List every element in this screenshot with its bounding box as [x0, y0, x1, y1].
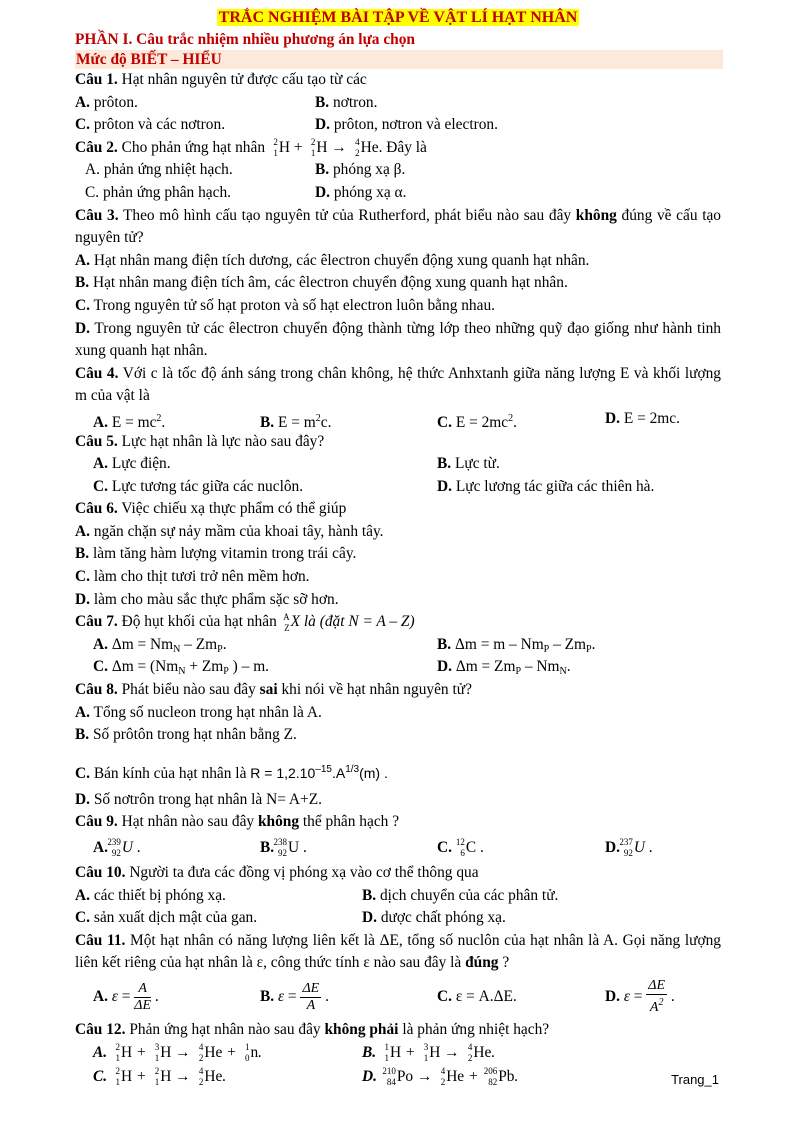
question-3: Câu 3. Theo mô hình cấu tạo nguyên tử của Rutherford, phát biểu nào sau đây không đúng về cấu tạo nguyên tử?	[75, 206, 722, 247]
q6-option-c: C. làm cho thịt tươi trở nên mềm hơn.	[75, 568, 310, 586]
q9-options: A. 239 92 U . B. 238 92 U . C. 12 6 C . D. 237 92 U .	[93, 837, 653, 859]
q6-option-d: D. làm cho màu sắc thực phẩm sặc sỡ hơn.	[75, 590, 339, 608]
q8-option-b: B. Số prôtôn trong hạt nhân bằng Z.	[75, 726, 297, 744]
page-number: Trang_1	[671, 1072, 719, 1087]
question-9: Câu 9. Hạt nhân nào sau đây không thể phân hạch ?	[75, 813, 400, 831]
q10-options-row1: A. các thiết bị phóng xạ. B. dịch chuyển của các phân tử.	[75, 886, 559, 904]
q11-options: A. ε = $\frac{A}{\Delta E}$ . B. ε = $\frac{\Delta E}{A}$ . C. ε = A.ΔE. D. ε = $\frac{\Delta E}{A^2}$ .	[93, 978, 675, 1016]
q2-options-row2: C. phản ứng phân hạch. D. phóng xạ α.	[85, 183, 407, 201]
level-heading: Mức độ BIẾT – HIỂU	[75, 50, 723, 69]
document-page	[75, 8, 721, 1090]
q2-options-row1: A. phản ứng nhiệt hạch. B. phóng xạ β.	[85, 161, 406, 179]
q3-option-d: D. Trong nguyên tử các êlectron chuyển động thành từng lớp theo những quỹ đạo giống như hành tinh xung quanh hạt nhân.	[75, 319, 721, 360]
q5-options-row2: C. Lực tương tác giữa các nuclôn. D. Lực lương tác giữa các thiên hà.	[93, 477, 655, 495]
q1-options-row2: C. prôton và các nơtron. D. prôton, nơtron và electron.	[75, 116, 498, 134]
question-8: Câu 8. Phát biểu nào sau đây sai khi nói về hạt nhân nguyên tử?	[75, 681, 472, 699]
q3-option-b: B. Hạt nhân mang điện tích âm, các êlectron chuyển động xung quanh hạt nhân.	[75, 274, 568, 292]
q6-option-b: B. làm tăng hàm lượng vitamin trong trái cây.	[75, 545, 357, 563]
q3-option-a: A. Hạt nhân mang điện tích dương, các êlectron chuyển động xung quanh hạt nhân.	[75, 251, 590, 269]
question-2: Câu 2. Cho phản ứng hạt nhân 2 1 H + 2 1 H → 4 2 He. Đây là	[75, 137, 427, 159]
q4-options: A. $E = mc^2$. B. $E = m^2c$. C. $E = 2mc^2$. D. E = 2mc.	[93, 409, 680, 431]
question-7: Câu 7. Độ hụt khối của hạt nhân A Z X là (đặt N = A – Z)	[75, 611, 415, 633]
q7-options-row1: A. $\Delta m = Nm_N - Zm_P$. B. $\Delta m = m - Nm_P - Zm_P$.	[93, 635, 596, 655]
part-heading: PHẦN I. Câu trắc nhiệm nhiều phương án lựa chọn	[75, 31, 415, 48]
q8-option-a: A. Tổng số nucleon trong hạt nhân là A.	[75, 703, 322, 721]
q7-options-row2: C. $\Delta m = (Nm_N + Zm_P$ ) – m. D. $\Delta m = Zm_P - Nm_N$.	[93, 658, 571, 678]
q8-option-c: C. Bán kính của hạt nhân là $R = 1,2.10^{-15}.A^{1/3}(m)$ .	[75, 763, 388, 782]
q10-options-row2: C. sản xuất dịch mật của gan. D. dược chất phóng xạ.	[75, 909, 506, 927]
question-6: Câu 6. Việc chiếu xạ thực phẩm có thể giúp	[75, 500, 347, 518]
question-4: Câu 4. Với c là tốc độ ánh sáng trong chân không, hệ thức Anhxtanh giữa năng lượng E và khối lượng m của vật là	[75, 364, 721, 405]
q1-options-row1: A. prôton. B. nơtron.	[75, 93, 378, 111]
q12-options-row2: C. 2 1 H + 2 1 H → 4 2 He. D. 210 84 Po → 4 2 He + 206 82 Pb.	[93, 1066, 519, 1088]
q3-option-c: C. Trong nguyên tử số hạt proton và số hạt electron luôn bằng nhau.	[75, 296, 496, 314]
question-5: Câu 5. Lực hạt nhân là lực nào sau đây?	[75, 432, 325, 450]
q5-options-row1: A. Lực điện. B. Lực từ.	[93, 455, 500, 473]
q6-option-a: A. ngăn chặn sự nảy mầm của khoai tây, hành tây.	[75, 522, 384, 540]
question-11: Câu 11. Một hạt nhân có năng lượng liên kết là ΔE, tổng số nuclôn của hạt nhân là A. Gọi năng lượng liên kết riêng của hạt nhân là ε, công thức tính ε nào sau đây là đúng ?	[75, 931, 721, 972]
document-title: TRẮC NGHIỆM BÀI TẬP VỀ VẬT LÍ HẠT NHÂN	[218, 9, 578, 26]
q8-option-d: D. Số nơtrôn trong hạt nhân là N= A+Z.	[75, 790, 322, 808]
question-1: Câu 1. Hạt nhân nguyên tử được cấu tạo từ các	[75, 71, 367, 88]
q12-options-row1: A. 2 1 H + 3 1 H → 4 2 He + 1 0 n. B. 1 1 H + 3 1 H → 4 2 He.	[93, 1042, 496, 1064]
question-12: Câu 12. Phản ứng hạt nhân nào sau đây không phải là phản ứng nhiệt hạch?	[75, 1020, 550, 1038]
question-10: Câu 10. Người ta đưa các đồng vị phóng xạ vào cơ thể thông qua	[75, 864, 479, 881]
